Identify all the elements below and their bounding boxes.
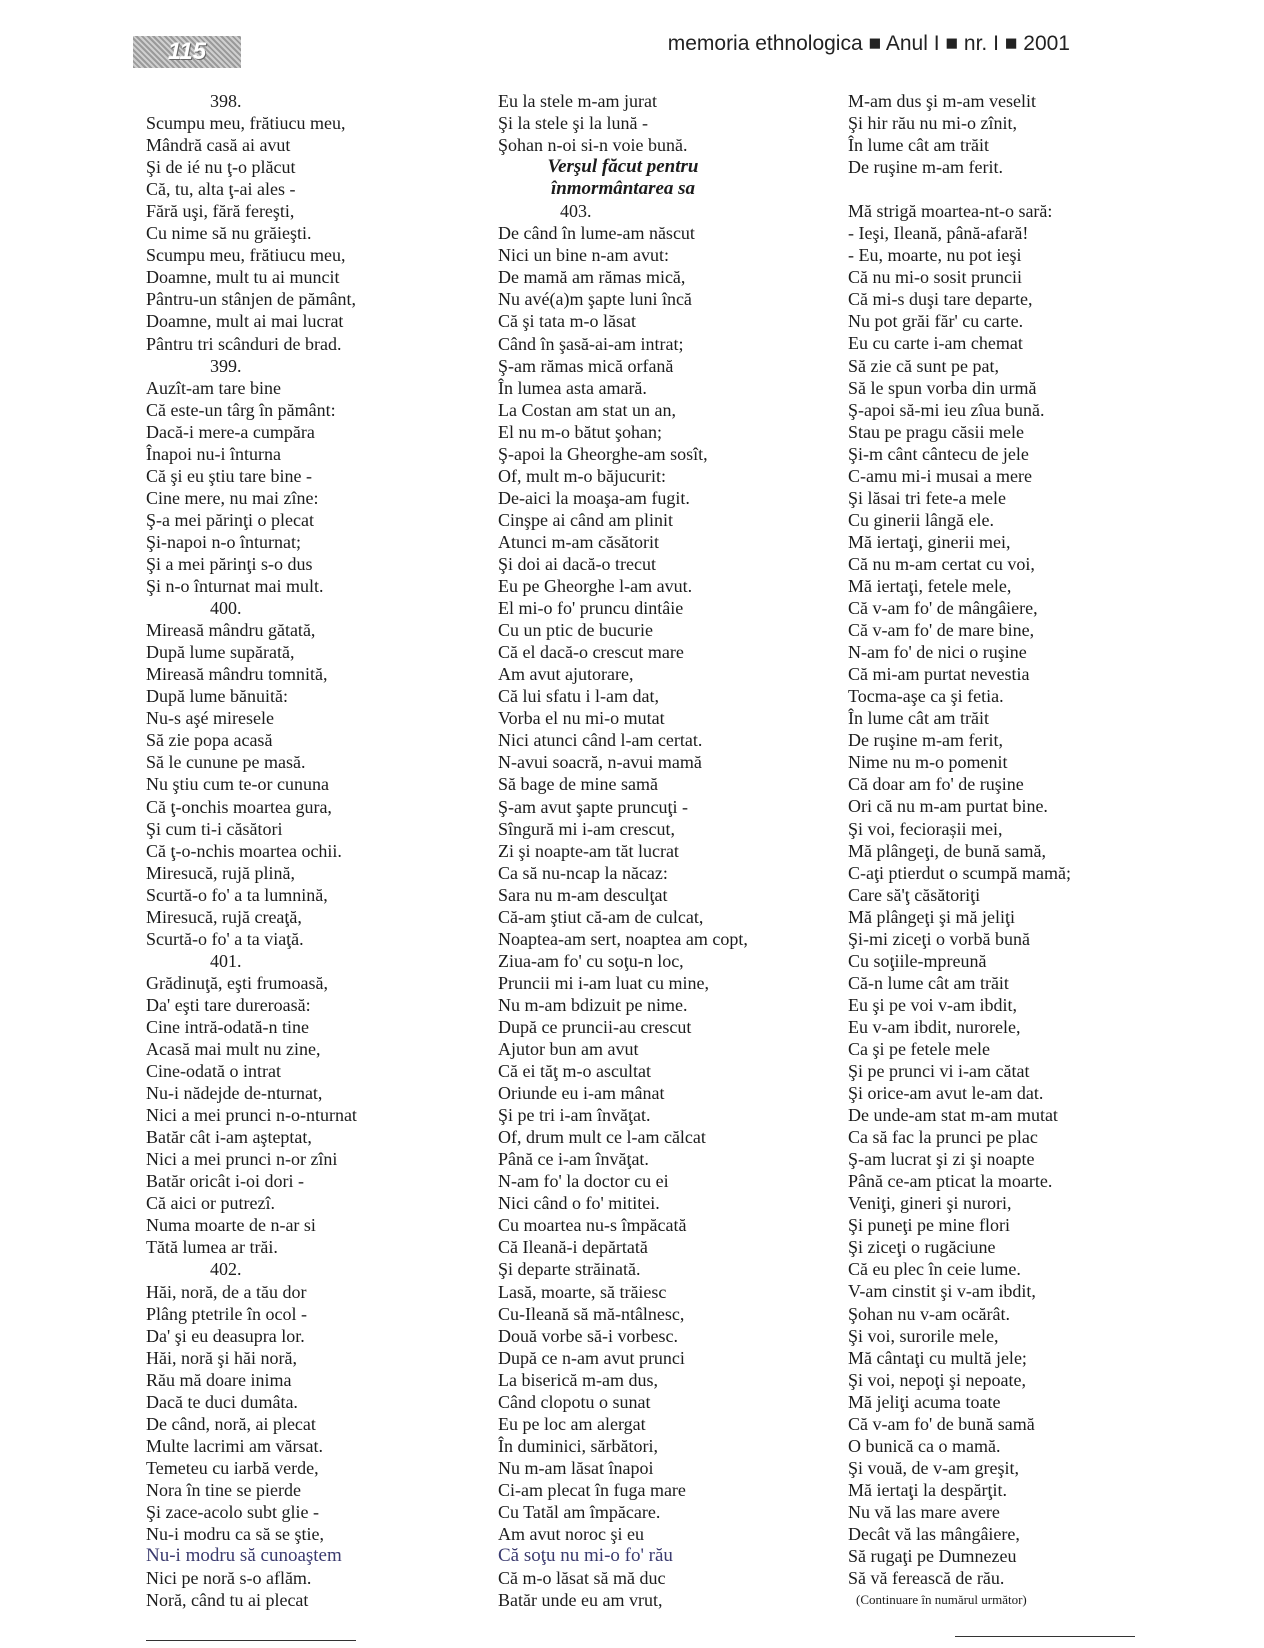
verse-line: Cu un ptic de bucurie bbox=[498, 620, 653, 641]
verse-line: Că doar am fo' de ruşine bbox=[848, 774, 1024, 795]
verse-line: Ş-apoi să-mi ieu zîua bună. bbox=[848, 399, 1045, 420]
verse-line: Nici atunci când l-am certat. bbox=[498, 730, 703, 751]
verse-line: Mă jeliţi acuma toate bbox=[848, 1391, 1001, 1412]
text-column-3 bbox=[848, 90, 1178, 1611]
verse-line: Şi lăsai tri fete-a mele bbox=[848, 487, 1006, 508]
verse-line: De-aici la moaşa-am fugit. bbox=[498, 487, 690, 508]
verse-line: Până ce i-am învăţat. bbox=[498, 1149, 649, 1170]
verse-line: Eu şi pe voi v-am ibdit, bbox=[848, 994, 1017, 1015]
verse-line: Scumpu meu, frătiucu meu, bbox=[146, 113, 346, 134]
page-number: 115 bbox=[133, 36, 241, 68]
verse-line: - Ieşi, Ileană, până-afară! bbox=[848, 223, 1029, 244]
verse-line: Nici a mei prunci n-or zîni bbox=[146, 1149, 338, 1170]
verse-line: Eu cu carte i-am chemat bbox=[848, 333, 1023, 354]
verse-line: Batăr oricât i-oi dori - bbox=[146, 1171, 304, 1192]
verse-line: Că şi eu ştiu tare bine - bbox=[146, 465, 312, 486]
verse-line: În lumea asta amară. bbox=[498, 377, 647, 398]
verse-line: - Eu, moarte, nu pot ieşi bbox=[848, 245, 1022, 266]
verse-line: Mândră casă ai avut bbox=[146, 135, 291, 156]
verse-line: Că, tu, alta ţ-ai ales - bbox=[146, 179, 296, 200]
verse-line: Nime nu m-o pomenit bbox=[848, 752, 1008, 773]
verse-line: Şi voi, nepoţi şi nepoate, bbox=[848, 1369, 1026, 1390]
verse-line: Şi-mi ziceţi o vorbă bună bbox=[848, 928, 1030, 949]
verse-line: Să vă ferească de rău. bbox=[848, 1568, 1005, 1589]
verse-line: Doamne, mult ai mai lucrat bbox=[146, 311, 344, 332]
verse-line: Cu-Ileană să mă-ntâlnesc, bbox=[498, 1303, 685, 1324]
verse-line: De când, noră, ai plecat bbox=[146, 1413, 316, 1434]
verse-line: Am avut ajutorare, bbox=[498, 664, 634, 685]
verse-line: Mă cântaţi cu multă jele; bbox=[848, 1347, 1027, 1368]
verse-line: Miresucă, rujă plină, bbox=[146, 862, 295, 883]
verse-line: Că-n lume cât am trăit bbox=[848, 972, 1009, 993]
verse-line: Că ţ-onchis moartea gura, bbox=[146, 796, 332, 817]
verse-line: Sara nu m-am desculţat bbox=[498, 884, 668, 905]
verse-line: N-am fo' de nici o ruşine bbox=[848, 642, 1027, 663]
verse-line: Să zie că sunt pe pat, bbox=[848, 355, 999, 376]
verse-line: Şi la stele şi la lună - bbox=[498, 113, 648, 134]
verse-line: Când clopotu o sunat bbox=[498, 1391, 651, 1412]
verse-line: Acasă mai mult nu zine, bbox=[146, 1039, 321, 1060]
verse-line: Că lui sfatu i l-am dat, bbox=[498, 686, 659, 707]
verse-line: M-am dus şi m-am veselit bbox=[848, 91, 1036, 111]
verse-line: Da' eşti tare dureroasă: bbox=[146, 994, 311, 1015]
verse-line: Oriunde eu i-am mânat bbox=[498, 1083, 665, 1104]
verse-line: Că mi-am purtat nevestia bbox=[848, 664, 1030, 685]
verse-line: Nu m-am bdizuit pe nime. bbox=[498, 994, 688, 1015]
verse-line: Miresucă, rujă creaţă, bbox=[146, 906, 302, 927]
verse-line: Eu pe Gheorghe l-am avut. bbox=[498, 576, 693, 597]
verse-line: Eu pe loc am alergat bbox=[498, 1413, 646, 1434]
verse-line: Şi de ié nu ţ-o plăcut bbox=[146, 157, 296, 178]
verse-line: Să le spun vorba din urmă bbox=[848, 377, 1037, 398]
verse-line: Cine mere, nu mai zîne: bbox=[146, 487, 319, 508]
verse-line: Nora în tine se pierde bbox=[146, 1479, 301, 1500]
verse-line: Ş-a mei părinţi o plecat bbox=[146, 509, 314, 530]
verse-line: Cine-odată o intrat bbox=[146, 1061, 281, 1082]
verse-line: Cine intră-odată-n tine bbox=[146, 1016, 309, 1037]
poem-number: 401. bbox=[210, 950, 242, 971]
verse-line: Înapoi nu-i înturna bbox=[146, 443, 281, 464]
verse-line: Temeteu cu iarbă verde, bbox=[146, 1457, 319, 1478]
verse-line: Şi cum ti-i căsători bbox=[146, 818, 283, 839]
continuation-note: (Continuare în numărul următor) bbox=[856, 1592, 1027, 1608]
verse-line: Fără uşi, fără fereşti, bbox=[146, 201, 295, 222]
verse-line: Să zie popa acasă bbox=[146, 730, 273, 751]
verse-line: Vorba el nu mi-o mutat bbox=[498, 708, 665, 729]
verse-line: Numa moarte de n-ar si bbox=[146, 1215, 316, 1236]
verse-line: Scurtă-o fo' a ta lumnină, bbox=[146, 884, 328, 905]
poem-number: 398. bbox=[210, 91, 242, 111]
verse-line: Cu moartea nu-s împăcată bbox=[498, 1215, 687, 1236]
verse-line: De mamă am rămas mică, bbox=[498, 267, 686, 288]
verse-line: Că soţu nu mi-o fo' rău bbox=[498, 1545, 673, 1567]
verse-line: La Costan am stat un an, bbox=[498, 399, 676, 420]
verse-line: Că-am ştiut că-am de culcat, bbox=[498, 906, 704, 927]
verse-line: Ajutor bun am avut bbox=[498, 1039, 639, 1060]
verse-line: Că v-am fo' de mare bine, bbox=[848, 620, 1035, 641]
verse-line: Hăi, noră şi hăi noră, bbox=[146, 1347, 297, 1368]
verse-line: Nici un bine n-am avut: bbox=[498, 245, 669, 266]
verse-line: Că nu mi-o sosit pruncii bbox=[848, 267, 1022, 288]
bottom-rule-left bbox=[146, 1640, 356, 1641]
verse-line: Şi zace-acolo subt glie - bbox=[146, 1502, 319, 1522]
verse-line: Nici când o fo' mititei. bbox=[498, 1193, 660, 1214]
verse-line: Cu Tatăl am împăcare. bbox=[498, 1502, 661, 1522]
verse-line: De ruşine m-am ferit, bbox=[848, 730, 1003, 751]
verse-line: C-amu mi-i musai a mere bbox=[848, 465, 1032, 486]
verse-line: Şi vouă, de v-am greşit, bbox=[848, 1457, 1019, 1478]
verse-line: Ş-am avut şapte pruncuţi - bbox=[498, 796, 688, 817]
verse-line: Ş-apoi la Gheorghe-am sosît, bbox=[498, 443, 708, 464]
verse-line: Că nu m-am certat cu voi, bbox=[848, 553, 1035, 574]
verse-line: Care să'ţ căsătoriţi bbox=[848, 884, 981, 905]
verse-line: În duminici, sărbători, bbox=[498, 1435, 658, 1456]
verse-line: Mă iertaţi, ginerii mei, bbox=[848, 531, 1011, 552]
verse-line: O bunică ca o mamă. bbox=[848, 1435, 1001, 1456]
verse-line: Multe lacrimi am vărsat. bbox=[146, 1435, 323, 1456]
verse-line: Auzît-am tare bine bbox=[146, 377, 281, 398]
verse-line: Până ce-am pticat la moarte. bbox=[848, 1171, 1053, 1192]
poem-title: Verşul făcut pentru bbox=[547, 156, 699, 178]
verse-line: Că este-un târg în pământ: bbox=[146, 399, 336, 420]
verse-line: Ziua-am fo' cu soţu-n loc, bbox=[498, 950, 684, 971]
verse-line: După lume bănuită: bbox=[146, 686, 288, 707]
verse-line: Batăr unde eu am vrut, bbox=[498, 1590, 663, 1611]
verse-line: Nici a mei prunci n-o-nturnat bbox=[146, 1105, 357, 1126]
verse-line: După ce n-am avut prunci bbox=[498, 1347, 685, 1368]
verse-line: Că şi tata m-o lăsat bbox=[498, 311, 636, 332]
stanza-gap bbox=[848, 178, 1178, 200]
verse-line: Că m-o lăsat să mă duc bbox=[498, 1568, 666, 1589]
verse-line: Da' şi eu deasupra lor. bbox=[146, 1325, 305, 1346]
verse-line: Nici pe noră s-o aflăm. bbox=[146, 1568, 312, 1589]
verse-line: Şi voi, surorile mele, bbox=[848, 1325, 999, 1346]
verse-line: Ca să nu-ncap la năcaz: bbox=[498, 862, 668, 883]
verse-line: Mireasă mândru gătată, bbox=[146, 620, 316, 641]
verse-line: Batăr cât i-am aşteptat, bbox=[146, 1127, 312, 1148]
verse-line: Ş-am rămas mică orfană bbox=[498, 355, 674, 376]
verse-line: Nu-i nădejde de-nturnat, bbox=[146, 1083, 323, 1104]
verse-line: Nu avé(a)m şapte luni încă bbox=[498, 289, 692, 310]
verse-line: Mireasă mândru tomnită, bbox=[146, 664, 328, 685]
verse-line: Şi voi, feciorașii mei, bbox=[848, 818, 1003, 839]
verse-line: Atunci m-am căsătorit bbox=[498, 531, 659, 552]
verse-line: El nu m-o bătut şohan; bbox=[498, 421, 662, 442]
verse-line: Zi şi noapte-am tăt lucrat bbox=[498, 840, 679, 861]
verse-line: După lume supărată, bbox=[146, 642, 295, 663]
poem-number: 403. bbox=[560, 201, 592, 222]
verse-line: Şi pe prunci vi i-am cătat bbox=[848, 1061, 1030, 1082]
running-head: memoria ethnologica ■ Anul I ■ nr. I ■ 2001 bbox=[667, 32, 1070, 55]
verse-line: V-am cinstit şi v-am ibdit, bbox=[848, 1281, 1036, 1302]
verse-line: Şi-napoi n-o înturnat; bbox=[146, 531, 301, 552]
verse-line: Şi a mei părinţi s-o dus bbox=[146, 553, 313, 574]
verse-line: Şi n-o înturnat mai mult. bbox=[146, 576, 324, 597]
verse-line: După ce pruncii-au crescut bbox=[498, 1016, 692, 1037]
verse-line: Că el dacă-o crescut mare bbox=[498, 642, 684, 663]
verse-line: Şi doi ai dacă-o trecut bbox=[498, 553, 656, 574]
poem-number: 399. bbox=[210, 355, 242, 376]
verse-line: Ş-am lucrat şi zi şi noapte bbox=[848, 1149, 1035, 1170]
verse-line: Că ei tăţ m-o ascultat bbox=[498, 1061, 651, 1082]
verse-line: Pruncii mi i-am luat cu mine, bbox=[498, 972, 709, 993]
verse-line: Şohan nu v-am ocărât. bbox=[848, 1303, 1010, 1324]
verse-line: Şi orice-am avut le-am dat. bbox=[848, 1083, 1044, 1104]
verse-line: De unde-am stat m-am mutat bbox=[848, 1105, 1058, 1126]
verse-line: Pântru-un stânjen de pământ, bbox=[146, 289, 356, 310]
verse-line: Plâng ptetrile în ocol - bbox=[146, 1303, 307, 1324]
verse-line: Şi-m cânt cântecu de jele bbox=[848, 443, 1029, 464]
verse-line: Şi ziceţi o rugăciune bbox=[848, 1237, 996, 1258]
verse-line: În lume cât am trăit bbox=[848, 135, 989, 156]
verse-line: Să rugaţi pe Dumnezeu bbox=[848, 1546, 1017, 1567]
verse-line: Şi hir rău nu mi-o zînit, bbox=[848, 113, 1017, 134]
text-column-1 bbox=[146, 90, 476, 1611]
verse-line: Of, drum mult ce l-am călcat bbox=[498, 1127, 706, 1148]
verse-line: Lasă, moarte, să trăiesc bbox=[498, 1281, 667, 1302]
verse-line: Să bage de mine samă bbox=[498, 774, 658, 795]
verse-line: Două vorbe să-i vorbesc. bbox=[498, 1325, 678, 1346]
verse-line: N-am fo' la doctor cu ei bbox=[498, 1171, 669, 1192]
verse-line: El mi-o fo' pruncu dintâie bbox=[498, 598, 684, 619]
verse-line: Că v-am fo' de bună samă bbox=[848, 1413, 1035, 1434]
verse-line: Nu m-am lăsat înapoi bbox=[498, 1457, 654, 1478]
verse-line: Mă plângeţi, de bună samă, bbox=[848, 840, 1046, 861]
verse-line: Cinşpe ai când am plinit bbox=[498, 509, 673, 530]
verse-line: Rău mă doare inima bbox=[146, 1369, 292, 1390]
verse-line: Şi departe străinată. bbox=[498, 1259, 641, 1280]
verse-line: Ca şi pe fetele mele bbox=[848, 1038, 990, 1059]
verse-line: C-aţi ptierdut o scumpă mamă; bbox=[848, 862, 1071, 883]
verse-line: Of, mult m-o băjucurit: bbox=[498, 465, 666, 486]
verse-line: Ca să fac la prunci pe plac bbox=[848, 1127, 1038, 1148]
bottom-rule-right bbox=[955, 1636, 1135, 1637]
verse-line: Ori că nu m-am purtat bine. bbox=[848, 796, 1048, 817]
verse-line: În lume cât am trăit bbox=[848, 708, 989, 729]
verse-line: Scurtă-o fo' a ta viaţă. bbox=[146, 928, 304, 949]
verse-line: Că v-am fo' de mângâiere, bbox=[848, 598, 1038, 619]
verse-line: Când în şasă-ai-am intrat; bbox=[498, 333, 684, 354]
verse-line: Că Ileană-i depărtată bbox=[498, 1237, 648, 1258]
text-column-2 bbox=[498, 90, 828, 1611]
verse-line: Nu pot grăi făr' cu carte. bbox=[848, 311, 1024, 332]
verse-line: Nu ştiu cum te-or cununa bbox=[146, 774, 329, 795]
verse-line: Nu vă las mare avere bbox=[848, 1501, 1000, 1522]
poem-title: înmormântarea sa bbox=[550, 178, 696, 200]
verse-line: Dacă-i mere-a cumpăra bbox=[146, 421, 315, 442]
verse-line: Scumpu meu, frătiucu meu, bbox=[146, 245, 346, 266]
poem-number: 402. bbox=[210, 1259, 242, 1280]
verse-line: Că aici or putrezî. bbox=[146, 1193, 275, 1214]
verse-line: Mă iertaţi la despărţit. bbox=[848, 1479, 1007, 1500]
verse-line: Eu v-am ibdit, nurorele, bbox=[848, 1016, 1021, 1037]
verse-line: Doamne, mult tu ai muncit bbox=[146, 267, 340, 288]
verse-line: Nu-i modru ca să se ştie, bbox=[146, 1524, 324, 1545]
verse-line: Şi pe tri i-am învăţat. bbox=[498, 1105, 651, 1126]
verse-line: Că mi-s duşi tare departe, bbox=[848, 289, 1033, 310]
verse-line: Mă iertaţi, fetele mele, bbox=[848, 575, 1012, 596]
verse-line: De când în lume-am născut bbox=[498, 223, 695, 244]
poem-number: 400. bbox=[210, 598, 242, 619]
verse-line: Hăi, noră, de a tău dor bbox=[146, 1281, 307, 1302]
verse-line: Grădinuţă, eşti frumoasă, bbox=[146, 972, 328, 993]
verse-line: Mă strigă moartea-nt-o sară: bbox=[848, 201, 1053, 222]
verse-line: Noră, când tu ai plecat bbox=[146, 1590, 309, 1611]
verse-line: Tocma-aşe ca şi fetia. bbox=[848, 686, 1004, 707]
verse-line: Am avut noroc şi eu bbox=[498, 1524, 644, 1545]
verse-line: Tătă lumea ar trăi. bbox=[146, 1237, 278, 1258]
verse-line: Stau pe pragu căsii mele bbox=[848, 421, 1024, 442]
verse-line: Că eu plec în ceie lume. bbox=[848, 1259, 1021, 1280]
verse-line: Sîngură mi i-am crescut, bbox=[498, 818, 675, 839]
verse-line: Nu-i modru să cunoaştem bbox=[146, 1545, 342, 1567]
verse-line: Veniţi, gineri şi nurori, bbox=[848, 1193, 1012, 1214]
verse-line: Dacă te duci dumâta. bbox=[146, 1391, 298, 1412]
verse-line: Mă plângeţi şi mă jeliţi bbox=[848, 906, 1015, 927]
verse-line: Cu soţiile-mpreună bbox=[848, 950, 987, 971]
verse-line: Eu la stele m-am jurat bbox=[498, 91, 657, 111]
verse-line: Şi puneţi pe mine flori bbox=[848, 1215, 1010, 1236]
verse-line: De ruşine m-am ferit. bbox=[848, 157, 1003, 178]
verse-line: Cu ginerii lângă ele. bbox=[848, 509, 994, 530]
verse-line: N-avui soacră, n-avui mamă bbox=[498, 752, 702, 773]
verse-line: Şohan n-oi si-n voie bună. bbox=[498, 135, 688, 156]
verse-line: Pântru tri scânduri de brad. bbox=[146, 333, 342, 354]
verse-line: Ci-am plecat în fuga mare bbox=[498, 1479, 686, 1500]
verse-line: Nu-s aşé miresele bbox=[146, 708, 274, 729]
verse-line: Decât vă las mângâiere, bbox=[848, 1524, 1020, 1544]
verse-line: Cu nime să nu grăieşti. bbox=[146, 223, 312, 244]
verse-line: La biserică m-am dus, bbox=[498, 1369, 658, 1390]
verse-line: Că ţ-o-nchis moartea ochii. bbox=[146, 840, 342, 861]
verse-line: Să le cunune pe masă. bbox=[146, 752, 306, 773]
verse-line: Noaptea-am sert, noaptea am copt, bbox=[498, 928, 748, 949]
